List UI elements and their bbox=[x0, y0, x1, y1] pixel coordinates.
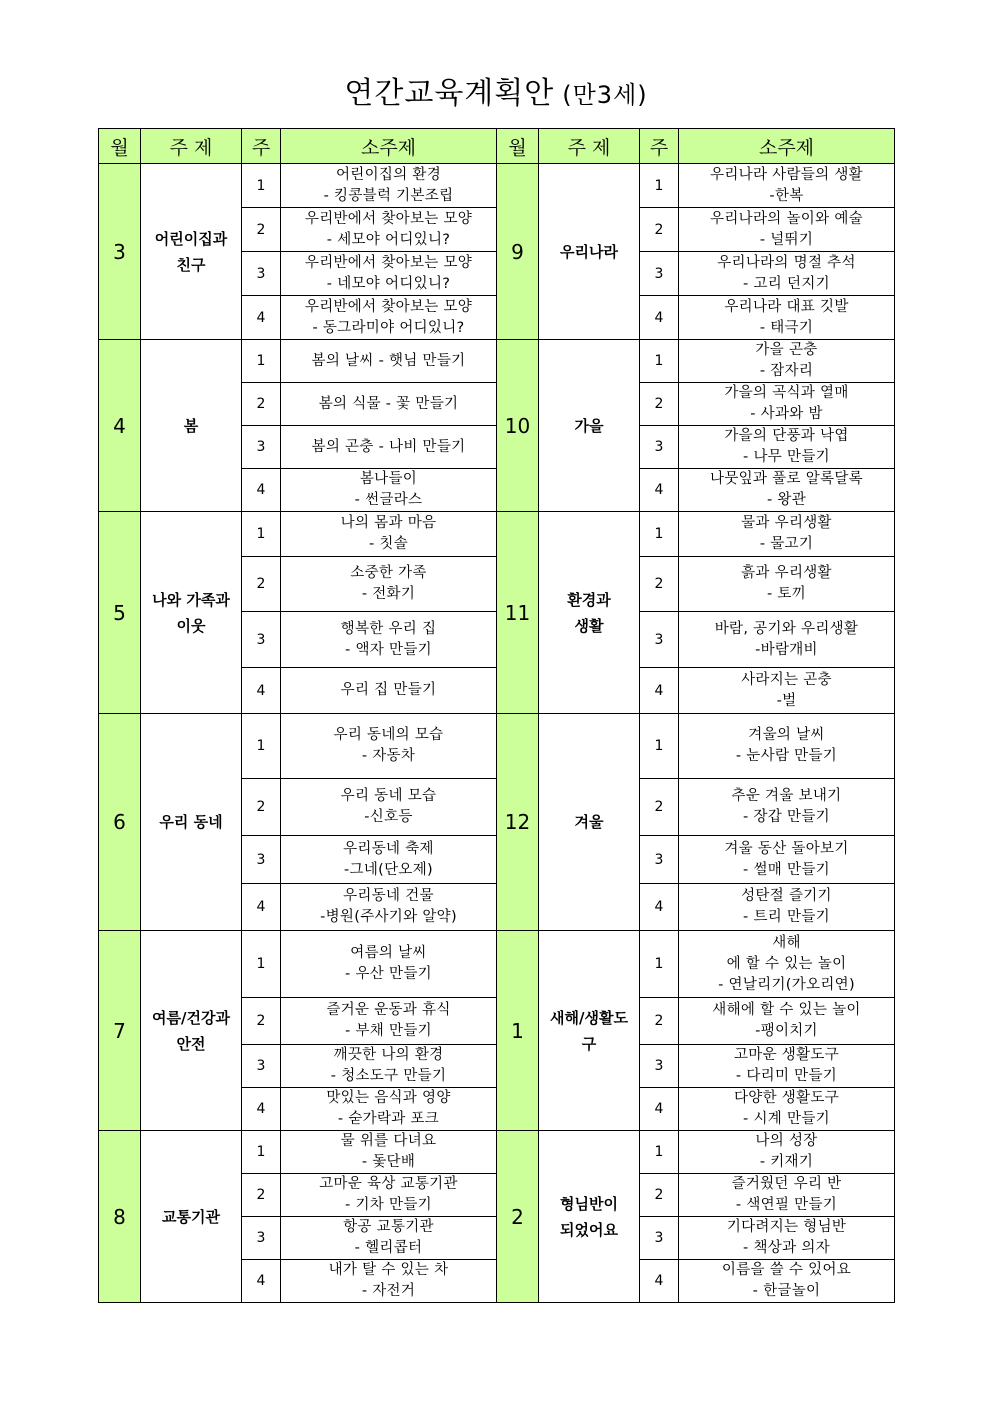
week-cell: 4 bbox=[242, 1088, 281, 1131]
subtheme-cell bbox=[679, 512, 895, 557]
subtheme-line: 우리반에서 찾아보는 모양 bbox=[304, 298, 473, 315]
header-subtheme: 소주제 bbox=[679, 129, 895, 164]
subtheme-line: - 왕관 bbox=[766, 492, 807, 508]
header-row bbox=[99, 129, 895, 164]
subtheme-cell bbox=[281, 1131, 497, 1174]
theme-line: 겨울 bbox=[574, 813, 604, 831]
subtheme-cell bbox=[679, 1260, 895, 1303]
week-cell: 4 bbox=[640, 668, 679, 714]
month-cell: 7 bbox=[99, 931, 141, 1131]
month-cell: 3 bbox=[99, 164, 141, 340]
week-cell: 3 bbox=[242, 612, 281, 668]
subtheme-cell bbox=[679, 998, 895, 1045]
subtheme-line: 즐거운 운동과 휴식 bbox=[326, 1002, 451, 1018]
header-theme: 주 제 bbox=[141, 129, 242, 164]
subtheme-line: 우리나라의 놀이와 예술 bbox=[710, 210, 863, 227]
subtheme-line: 사라지는 곤충 bbox=[741, 671, 832, 688]
subtheme-line: -신호등 bbox=[364, 809, 413, 825]
theme-line: 형님반이 bbox=[560, 1194, 618, 1213]
month-cell: 11 bbox=[497, 512, 539, 714]
subtheme-line: 성탄절 즐기기 bbox=[741, 888, 832, 904]
week-cell: 2 bbox=[640, 1174, 679, 1217]
subtheme-line: 겨울의 날씨 bbox=[748, 727, 825, 743]
subtheme-cell bbox=[281, 1088, 497, 1131]
subtheme-line: 항공 교통기관 bbox=[343, 1219, 434, 1235]
subtheme-line: 새해에 할 수 있는 놀이 bbox=[712, 1002, 861, 1018]
theme-line: 우리 동네 bbox=[159, 813, 223, 831]
title-age: (만3세) bbox=[562, 81, 648, 109]
week-cell: 2 bbox=[242, 1174, 281, 1217]
month-cell: 12 bbox=[497, 714, 539, 931]
subtheme-cell bbox=[281, 931, 497, 998]
subtheme-line: -병원(주사기와 알약) bbox=[320, 909, 457, 925]
subtheme-cell bbox=[281, 779, 497, 836]
table-row bbox=[99, 512, 895, 557]
header-month: 월 bbox=[497, 129, 539, 164]
curriculum-table bbox=[98, 128, 895, 1303]
week-cell: 1 bbox=[242, 714, 281, 779]
week-cell: 2 bbox=[242, 383, 281, 426]
subtheme-line: - 킹콩블럭 기본조립 bbox=[323, 187, 454, 204]
theme-line: 친구 bbox=[176, 255, 206, 274]
week-cell: 2 bbox=[640, 557, 679, 612]
theme-line: 새해/생활도 bbox=[550, 1008, 628, 1027]
week-cell: 3 bbox=[640, 1045, 679, 1088]
subtheme-cell bbox=[679, 612, 895, 668]
subtheme-cell bbox=[679, 714, 895, 779]
week-cell: 3 bbox=[242, 836, 281, 884]
subtheme-cell bbox=[281, 1260, 497, 1303]
week-cell: 1 bbox=[640, 931, 679, 998]
week-cell: 1 bbox=[640, 714, 679, 779]
theme-line: 여름/건강과 bbox=[152, 1008, 230, 1027]
week-cell: 3 bbox=[242, 252, 281, 296]
subtheme-cell bbox=[679, 252, 895, 296]
subtheme-line: 가을의 곡식과 열매 bbox=[724, 385, 849, 401]
subtheme-cell bbox=[281, 1217, 497, 1260]
subtheme-cell bbox=[281, 383, 497, 426]
week-cell: 1 bbox=[640, 340, 679, 383]
week-cell: 4 bbox=[242, 469, 281, 512]
subtheme-line: 이름을 쓸 수 있어요 bbox=[721, 1262, 852, 1278]
week-cell: 1 bbox=[640, 1131, 679, 1174]
theme-cell bbox=[141, 1131, 242, 1303]
subtheme-line: - 동그라미야 어디있니? bbox=[312, 319, 465, 336]
subtheme-cell bbox=[281, 714, 497, 779]
theme-line: 안전 bbox=[176, 1034, 206, 1053]
theme-line: 교통기관 bbox=[162, 1207, 220, 1226]
subtheme-line: - 장갑 만들기 bbox=[743, 809, 830, 825]
title-text: 연간교육계획안 bbox=[344, 76, 555, 111]
page-title bbox=[0, 68, 992, 112]
theme-line: 환경과 bbox=[567, 590, 611, 609]
subtheme-line: 겨울 동산 돌아보기 bbox=[724, 840, 849, 857]
subtheme-line: 가을 곤충 bbox=[755, 342, 818, 358]
subtheme-line: - 연날리기(가오리연) bbox=[718, 976, 855, 993]
month-cell: 8 bbox=[99, 1131, 141, 1303]
header-theme: 주 제 bbox=[539, 129, 640, 164]
week-cell: 1 bbox=[640, 164, 679, 208]
week-cell: 4 bbox=[640, 296, 679, 340]
theme-line: 어린이집과 bbox=[154, 229, 228, 248]
table-row bbox=[99, 1131, 895, 1174]
subtheme-cell bbox=[679, 340, 895, 383]
subtheme-cell bbox=[679, 557, 895, 612]
subtheme-cell bbox=[281, 164, 497, 208]
subtheme-cell bbox=[679, 1217, 895, 1260]
week-cell: 1 bbox=[640, 512, 679, 557]
subtheme-line: 우리동네 축제 bbox=[343, 840, 434, 857]
table-row bbox=[99, 164, 895, 208]
subtheme-line: 맛있는 음식과 영양 bbox=[326, 1090, 451, 1106]
subtheme-cell bbox=[281, 426, 497, 469]
theme-cell bbox=[141, 512, 242, 714]
theme-cell bbox=[539, 931, 640, 1131]
week-cell: 1 bbox=[242, 931, 281, 998]
subtheme-line: -벌 bbox=[776, 692, 797, 709]
subtheme-line: 우리반에서 찾아보는 모양 bbox=[304, 210, 473, 227]
subtheme-line: - 책상과 의자 bbox=[743, 1240, 830, 1256]
subtheme-cell bbox=[281, 998, 497, 1045]
subtheme-line: - 우산 만들기 bbox=[345, 966, 432, 982]
subtheme-line: 봄의 날씨 - 햇님 만들기 bbox=[311, 352, 466, 369]
theme-line: 봄 bbox=[183, 416, 199, 435]
subtheme-cell bbox=[679, 469, 895, 512]
subtheme-cell bbox=[679, 383, 895, 426]
subtheme-line: 물 위를 다녀요 bbox=[340, 1133, 437, 1149]
header-week: 주 bbox=[242, 129, 281, 164]
subtheme-line: - 썬글라스 bbox=[354, 492, 423, 508]
subtheme-line: - 세모야 어디있니? bbox=[326, 231, 451, 248]
theme-line: 이웃 bbox=[176, 616, 206, 635]
month-cell: 4 bbox=[99, 340, 141, 512]
subtheme-cell bbox=[281, 612, 497, 668]
week-cell: 1 bbox=[242, 1131, 281, 1174]
subtheme-line: - 토끼 bbox=[766, 586, 807, 602]
subtheme-line: - 키재기 bbox=[759, 1154, 814, 1170]
subtheme-line: 내가 탈 수 있는 차 bbox=[328, 1262, 449, 1278]
subtheme-line: 우리나라의 명절 추석 bbox=[717, 254, 856, 271]
subtheme-line: - 전화기 bbox=[361, 586, 416, 602]
header-subtheme: 소주제 bbox=[281, 129, 497, 164]
subtheme-line: 물과 우리생활 bbox=[741, 515, 832, 531]
subtheme-line: 고마운 생활도구 bbox=[733, 1047, 840, 1063]
subtheme-line: 여름의 날씨 bbox=[350, 945, 427, 961]
subtheme-line: 바람, 공기와 우리생활 bbox=[714, 620, 859, 637]
month-cell: 10 bbox=[497, 340, 539, 512]
subtheme-line: - 숟가락과 포크 bbox=[337, 1111, 440, 1127]
month-cell: 5 bbox=[99, 512, 141, 714]
subtheme-line: 봄나들이 bbox=[359, 471, 418, 487]
subtheme-cell bbox=[679, 1131, 895, 1174]
subtheme-cell bbox=[281, 836, 497, 884]
subtheme-cell bbox=[679, 1045, 895, 1088]
week-cell: 4 bbox=[640, 1260, 679, 1303]
subtheme-line: - 고리 던지기 bbox=[743, 275, 830, 292]
subtheme-line: - 기차 만들기 bbox=[345, 1197, 432, 1213]
theme-cell bbox=[539, 512, 640, 714]
subtheme-line: - 네모야 어디있니? bbox=[326, 275, 451, 292]
subtheme-cell bbox=[679, 164, 895, 208]
subtheme-line: - 물고기 bbox=[759, 536, 814, 552]
theme-line: 구 bbox=[581, 1034, 597, 1053]
subtheme-line: 봄의 식물 - 꽃 만들기 bbox=[318, 395, 459, 412]
subtheme-cell bbox=[679, 884, 895, 931]
theme-cell bbox=[141, 931, 242, 1131]
subtheme-line: - 돛단배 bbox=[361, 1154, 416, 1170]
week-cell: 3 bbox=[640, 1217, 679, 1260]
subtheme-line: - 색연필 만들기 bbox=[735, 1197, 838, 1213]
subtheme-line: - 액자 만들기 bbox=[345, 641, 432, 658]
month-cell: 9 bbox=[497, 164, 539, 340]
week-cell: 4 bbox=[242, 668, 281, 714]
subtheme-line: 봄의 곤충 - 나비 만들기 bbox=[311, 438, 466, 455]
week-cell: 3 bbox=[242, 1217, 281, 1260]
week-cell: 2 bbox=[640, 383, 679, 426]
subtheme-line: 고마운 육상 교통기관 bbox=[319, 1176, 458, 1192]
subtheme-line: -그네(단오제) bbox=[344, 861, 433, 878]
subtheme-line: 가을의 단풍과 낙엽 bbox=[724, 428, 849, 444]
week-cell: 1 bbox=[242, 164, 281, 208]
week-cell: 3 bbox=[640, 836, 679, 884]
subtheme-line: - 헬리콥터 bbox=[354, 1240, 423, 1256]
subtheme-cell bbox=[679, 1088, 895, 1131]
theme-cell bbox=[539, 714, 640, 931]
subtheme-line: 기다려지는 형님반 bbox=[726, 1219, 847, 1235]
week-cell: 4 bbox=[242, 1260, 281, 1303]
theme-cell bbox=[141, 340, 242, 512]
theme-line: 생활 bbox=[574, 616, 604, 635]
subtheme-cell bbox=[281, 252, 497, 296]
subtheme-cell bbox=[679, 208, 895, 252]
subtheme-cell bbox=[679, 931, 895, 998]
theme-cell bbox=[539, 164, 640, 340]
month-cell: 1 bbox=[497, 931, 539, 1131]
theme-cell bbox=[539, 340, 640, 512]
subtheme-line: 소중한 가족 bbox=[350, 565, 427, 581]
subtheme-cell bbox=[281, 469, 497, 512]
subtheme-line: 다양한 생활도구 bbox=[733, 1090, 840, 1106]
week-cell: 2 bbox=[242, 208, 281, 252]
theme-line: 우리나라 bbox=[560, 242, 618, 261]
theme-cell bbox=[141, 164, 242, 340]
subtheme-line: 나의 성장 bbox=[755, 1133, 818, 1149]
table-row bbox=[99, 340, 895, 383]
subtheme-line: - 한글놀이 bbox=[752, 1283, 821, 1299]
subtheme-cell bbox=[281, 208, 497, 252]
subtheme-line: - 눈사람 만들기 bbox=[735, 748, 838, 764]
subtheme-line: 나의 몸과 마음 bbox=[340, 515, 437, 531]
subtheme-line: - 자전거 bbox=[361, 1283, 416, 1299]
subtheme-cell bbox=[281, 884, 497, 931]
week-cell: 2 bbox=[242, 779, 281, 836]
subtheme-line: - 시계 만들기 bbox=[743, 1111, 830, 1127]
week-cell: 2 bbox=[242, 998, 281, 1045]
week-cell: 1 bbox=[242, 340, 281, 383]
week-cell: 3 bbox=[640, 426, 679, 469]
week-cell: 1 bbox=[242, 512, 281, 557]
subtheme-line: -팽이치기 bbox=[755, 1023, 818, 1039]
subtheme-line: - 자동차 bbox=[361, 748, 416, 764]
week-cell: 4 bbox=[640, 884, 679, 931]
subtheme-line: - 청소도구 만들기 bbox=[330, 1068, 447, 1084]
subtheme-line: - 잠자리 bbox=[759, 363, 814, 379]
subtheme-line: 우리 집 만들기 bbox=[340, 682, 437, 698]
week-cell: 2 bbox=[640, 779, 679, 836]
week-cell: 2 bbox=[640, 208, 679, 252]
subtheme-line: 우리동네 건물 bbox=[343, 888, 434, 904]
table-row bbox=[99, 714, 895, 779]
theme-cell bbox=[539, 1131, 640, 1303]
subtheme-line: 우리 동네의 모습 bbox=[333, 727, 444, 743]
subtheme-line: 어린이집의 환경 bbox=[335, 166, 442, 183]
subtheme-cell bbox=[679, 836, 895, 884]
subtheme-line: 추운 겨울 보내기 bbox=[731, 788, 842, 804]
week-cell: 4 bbox=[640, 1088, 679, 1131]
week-cell: 2 bbox=[640, 998, 679, 1045]
subtheme-line: 깨끗한 나의 환경 bbox=[333, 1047, 444, 1063]
subtheme-line: 우리 동네 모습 bbox=[340, 788, 437, 804]
subtheme-line: - 트리 만들기 bbox=[743, 909, 830, 925]
week-cell: 4 bbox=[640, 469, 679, 512]
week-cell: 3 bbox=[242, 426, 281, 469]
subtheme-line: - 널뛰기 bbox=[759, 231, 814, 248]
month-cell: 6 bbox=[99, 714, 141, 931]
subtheme-line: - 썰매 만들기 bbox=[743, 861, 830, 878]
subtheme-line: 우리반에서 찾아보는 모양 bbox=[304, 254, 473, 271]
week-cell: 3 bbox=[640, 612, 679, 668]
subtheme-line: - 사과와 밤 bbox=[750, 406, 823, 422]
theme-line: 나와 가족과 bbox=[152, 590, 230, 609]
subtheme-line: 나뭇잎과 풀로 알록달록 bbox=[710, 471, 863, 487]
subtheme-line: 우리나라 사람들의 생활 bbox=[710, 166, 863, 183]
subtheme-line: 우리나라 대표 깃발 bbox=[724, 298, 849, 315]
subtheme-cell bbox=[281, 296, 497, 340]
subtheme-line: - 나무 만들기 bbox=[743, 449, 830, 465]
subtheme-line: -한복 bbox=[769, 187, 804, 204]
subtheme-cell bbox=[281, 340, 497, 383]
subtheme-line: 즐거웠던 우리 반 bbox=[731, 1176, 842, 1192]
subtheme-cell bbox=[281, 1174, 497, 1217]
header-week: 주 bbox=[640, 129, 679, 164]
subtheme-cell bbox=[679, 296, 895, 340]
header-month: 월 bbox=[99, 129, 141, 164]
subtheme-cell bbox=[679, 668, 895, 714]
table-row bbox=[99, 931, 895, 998]
subtheme-cell bbox=[281, 512, 497, 557]
subtheme-cell bbox=[281, 668, 497, 714]
month-cell: 2 bbox=[497, 1131, 539, 1303]
subtheme-line: 에 할 수 있는 놀이 bbox=[726, 955, 847, 972]
week-cell: 3 bbox=[242, 1045, 281, 1088]
theme-line: 가을 bbox=[574, 416, 604, 435]
subtheme-cell bbox=[281, 557, 497, 612]
subtheme-line: 새해 bbox=[772, 934, 801, 951]
week-cell: 4 bbox=[242, 296, 281, 340]
subtheme-line: - 태극기 bbox=[759, 319, 814, 336]
subtheme-cell bbox=[281, 1045, 497, 1088]
week-cell: 3 bbox=[640, 252, 679, 296]
theme-line: 되었어요 bbox=[560, 1220, 618, 1239]
subtheme-cell bbox=[679, 1174, 895, 1217]
subtheme-line: - 칫솔 bbox=[368, 536, 409, 552]
subtheme-cell bbox=[679, 426, 895, 469]
theme-cell bbox=[141, 714, 242, 931]
subtheme-line: 행복한 우리 집 bbox=[340, 620, 437, 637]
subtheme-line: - 다리미 만들기 bbox=[735, 1068, 838, 1084]
subtheme-line: - 부채 만들기 bbox=[345, 1023, 432, 1039]
subtheme-cell bbox=[679, 779, 895, 836]
subtheme-line: 흙과 우리생활 bbox=[741, 565, 832, 581]
week-cell: 4 bbox=[242, 884, 281, 931]
week-cell: 2 bbox=[242, 557, 281, 612]
subtheme-line: -바람개비 bbox=[755, 641, 818, 658]
